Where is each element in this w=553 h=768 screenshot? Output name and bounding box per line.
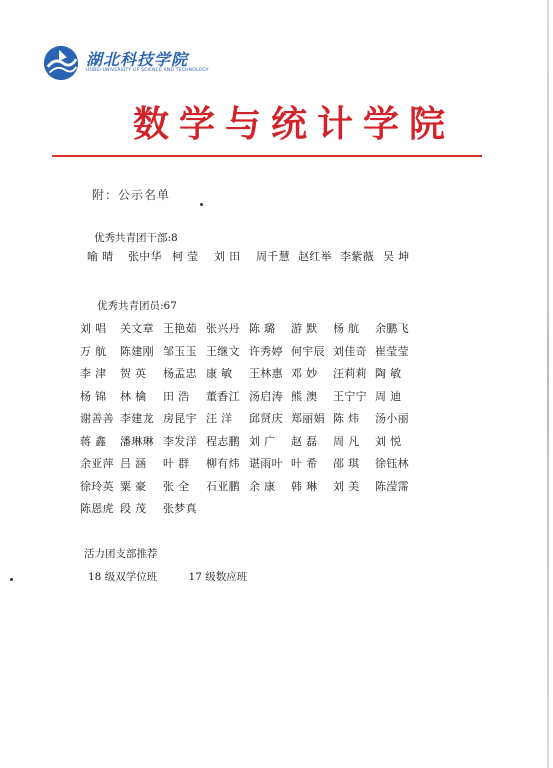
member-name: 关文章 [120,322,154,335]
member-name: 邱贤庆 [249,412,283,425]
member-name: 李发洋 [163,434,197,448]
member-name: 叶 希 [291,457,318,470]
member-name: 段 茂 [120,502,147,515]
member-name: 汤启涛 [249,389,283,403]
member-name: 余亚萍 [80,457,114,470]
member-name: 熊 澳 [291,389,318,403]
branch-class: 18 级双学位班 [88,571,158,583]
member-name: 赵 磊 [291,434,318,448]
member-name: 杨孟忠 [163,367,197,380]
member-name: 刘 美 [333,479,360,493]
cadre-name: 周千慧 [256,250,290,263]
member-name: 吕 涵 [120,457,147,470]
scan-speck [200,203,203,206]
member-name: 陈恩虎 [80,502,114,515]
title-divider [52,155,482,157]
member-name: 张 全 [163,479,190,493]
member-name: 房昆宇 [163,412,197,425]
college-title: 数学与统计学院 [132,103,455,145]
branch-class-list [88,569,275,584]
member-name: 李 津 [80,367,107,380]
members-heading: 优秀共青团员:67 [97,300,177,312]
member-name: 郑丽娟 [291,412,325,425]
member-name: 陈滢霈 [375,479,409,493]
cadre-name: 刘 田 [214,250,241,263]
member-name: 余鹏飞 [375,322,409,335]
member-name: 董香江 [206,389,240,403]
university-logo [42,44,212,84]
member-name: 汪 洋 [206,412,233,425]
member-name: 康 敏 [206,367,233,380]
cadre-name: 柯 莹 [172,250,199,263]
member-name: 刘 唱 [80,322,107,335]
member-name: 杨 锦 [80,389,107,403]
member-name: 韩 琳 [291,479,318,493]
member-name: 陈 炜 [333,412,360,425]
cadre-name: 张中华 [128,250,162,263]
member-name: 游 默 [291,322,318,335]
member-name: 粟 豪 [120,479,147,493]
cadre-name: 喻 晴 [87,250,114,263]
member-name: 邵 琪 [333,457,360,470]
member-name: 陈 璐 [249,322,276,335]
member-name: 叶 群 [163,457,190,470]
member-name: 何宇辰 [291,344,325,358]
member-name: 张梦真 [163,502,197,515]
member-name: 谌雨叶 [249,457,283,470]
member-name: 陶 敏 [375,367,402,380]
member-name: 潘琳琳 [120,434,154,448]
member-name: 邹玉玉 [163,344,197,358]
cadre-name: 李紫薇 [340,250,374,263]
university-emblem-icon [42,44,80,82]
cadres-heading: 优秀共青团干部:8 [94,232,178,244]
member-name: 万 航 [80,344,107,358]
member-name: 许秀婷 [249,344,283,358]
member-name: 汤小丽 [375,412,409,425]
member-name: 徐钰林 [375,457,409,470]
member-name: 张兴丹 [206,322,240,335]
member-name: 王继文 [206,344,240,358]
logo-name: 湖北科技学院 [86,50,189,69]
member-name: 程志鹏 [206,434,240,448]
cadre-name: 吴 坤 [383,250,410,263]
member-name: 徐玲英 [80,479,114,493]
member-name: 石亚鹏 [206,479,240,493]
member-name: 杨 航 [333,322,360,335]
member-name: 蒋 鑫 [80,434,107,448]
member-name: 周 迪 [375,389,402,403]
logo-english-name: HUBEI UNIVERSITY OF SCIENCE AND TECHNOLOGY [86,68,209,73]
member-name: 陈建刚 [120,344,154,358]
member-name: 崔莹莹 [375,344,409,358]
member-name: 刘佳奇 [333,344,367,358]
member-name: 汪莉莉 [333,367,367,380]
member-name: 李建龙 [120,412,154,425]
scan-speck [10,578,13,581]
member-name: 周 凡 [333,434,360,448]
branch-class: 17 级数应班 [188,571,248,583]
member-name: 余 康 [249,479,276,493]
member-name: 王宁宁 [333,389,367,403]
member-name: 贺 英 [120,367,147,380]
member-name: 刘 广 [249,434,276,448]
member-name: 王艳茹 [163,322,197,335]
member-name: 刘 悦 [375,434,402,448]
member-name: 邓 妙 [291,367,318,380]
branch-heading: 活力团支部推荐 [84,548,158,560]
member-name: 田 浩 [163,389,190,403]
cadre-name: 赵红举 [298,250,332,263]
member-name: 林 檎 [120,389,147,403]
member-name: 王林惠 [249,367,283,380]
attachment-label: 附：公示名单 [92,188,171,202]
member-name: 谢善善 [80,412,114,425]
member-name: 柳有炜 [206,457,240,470]
